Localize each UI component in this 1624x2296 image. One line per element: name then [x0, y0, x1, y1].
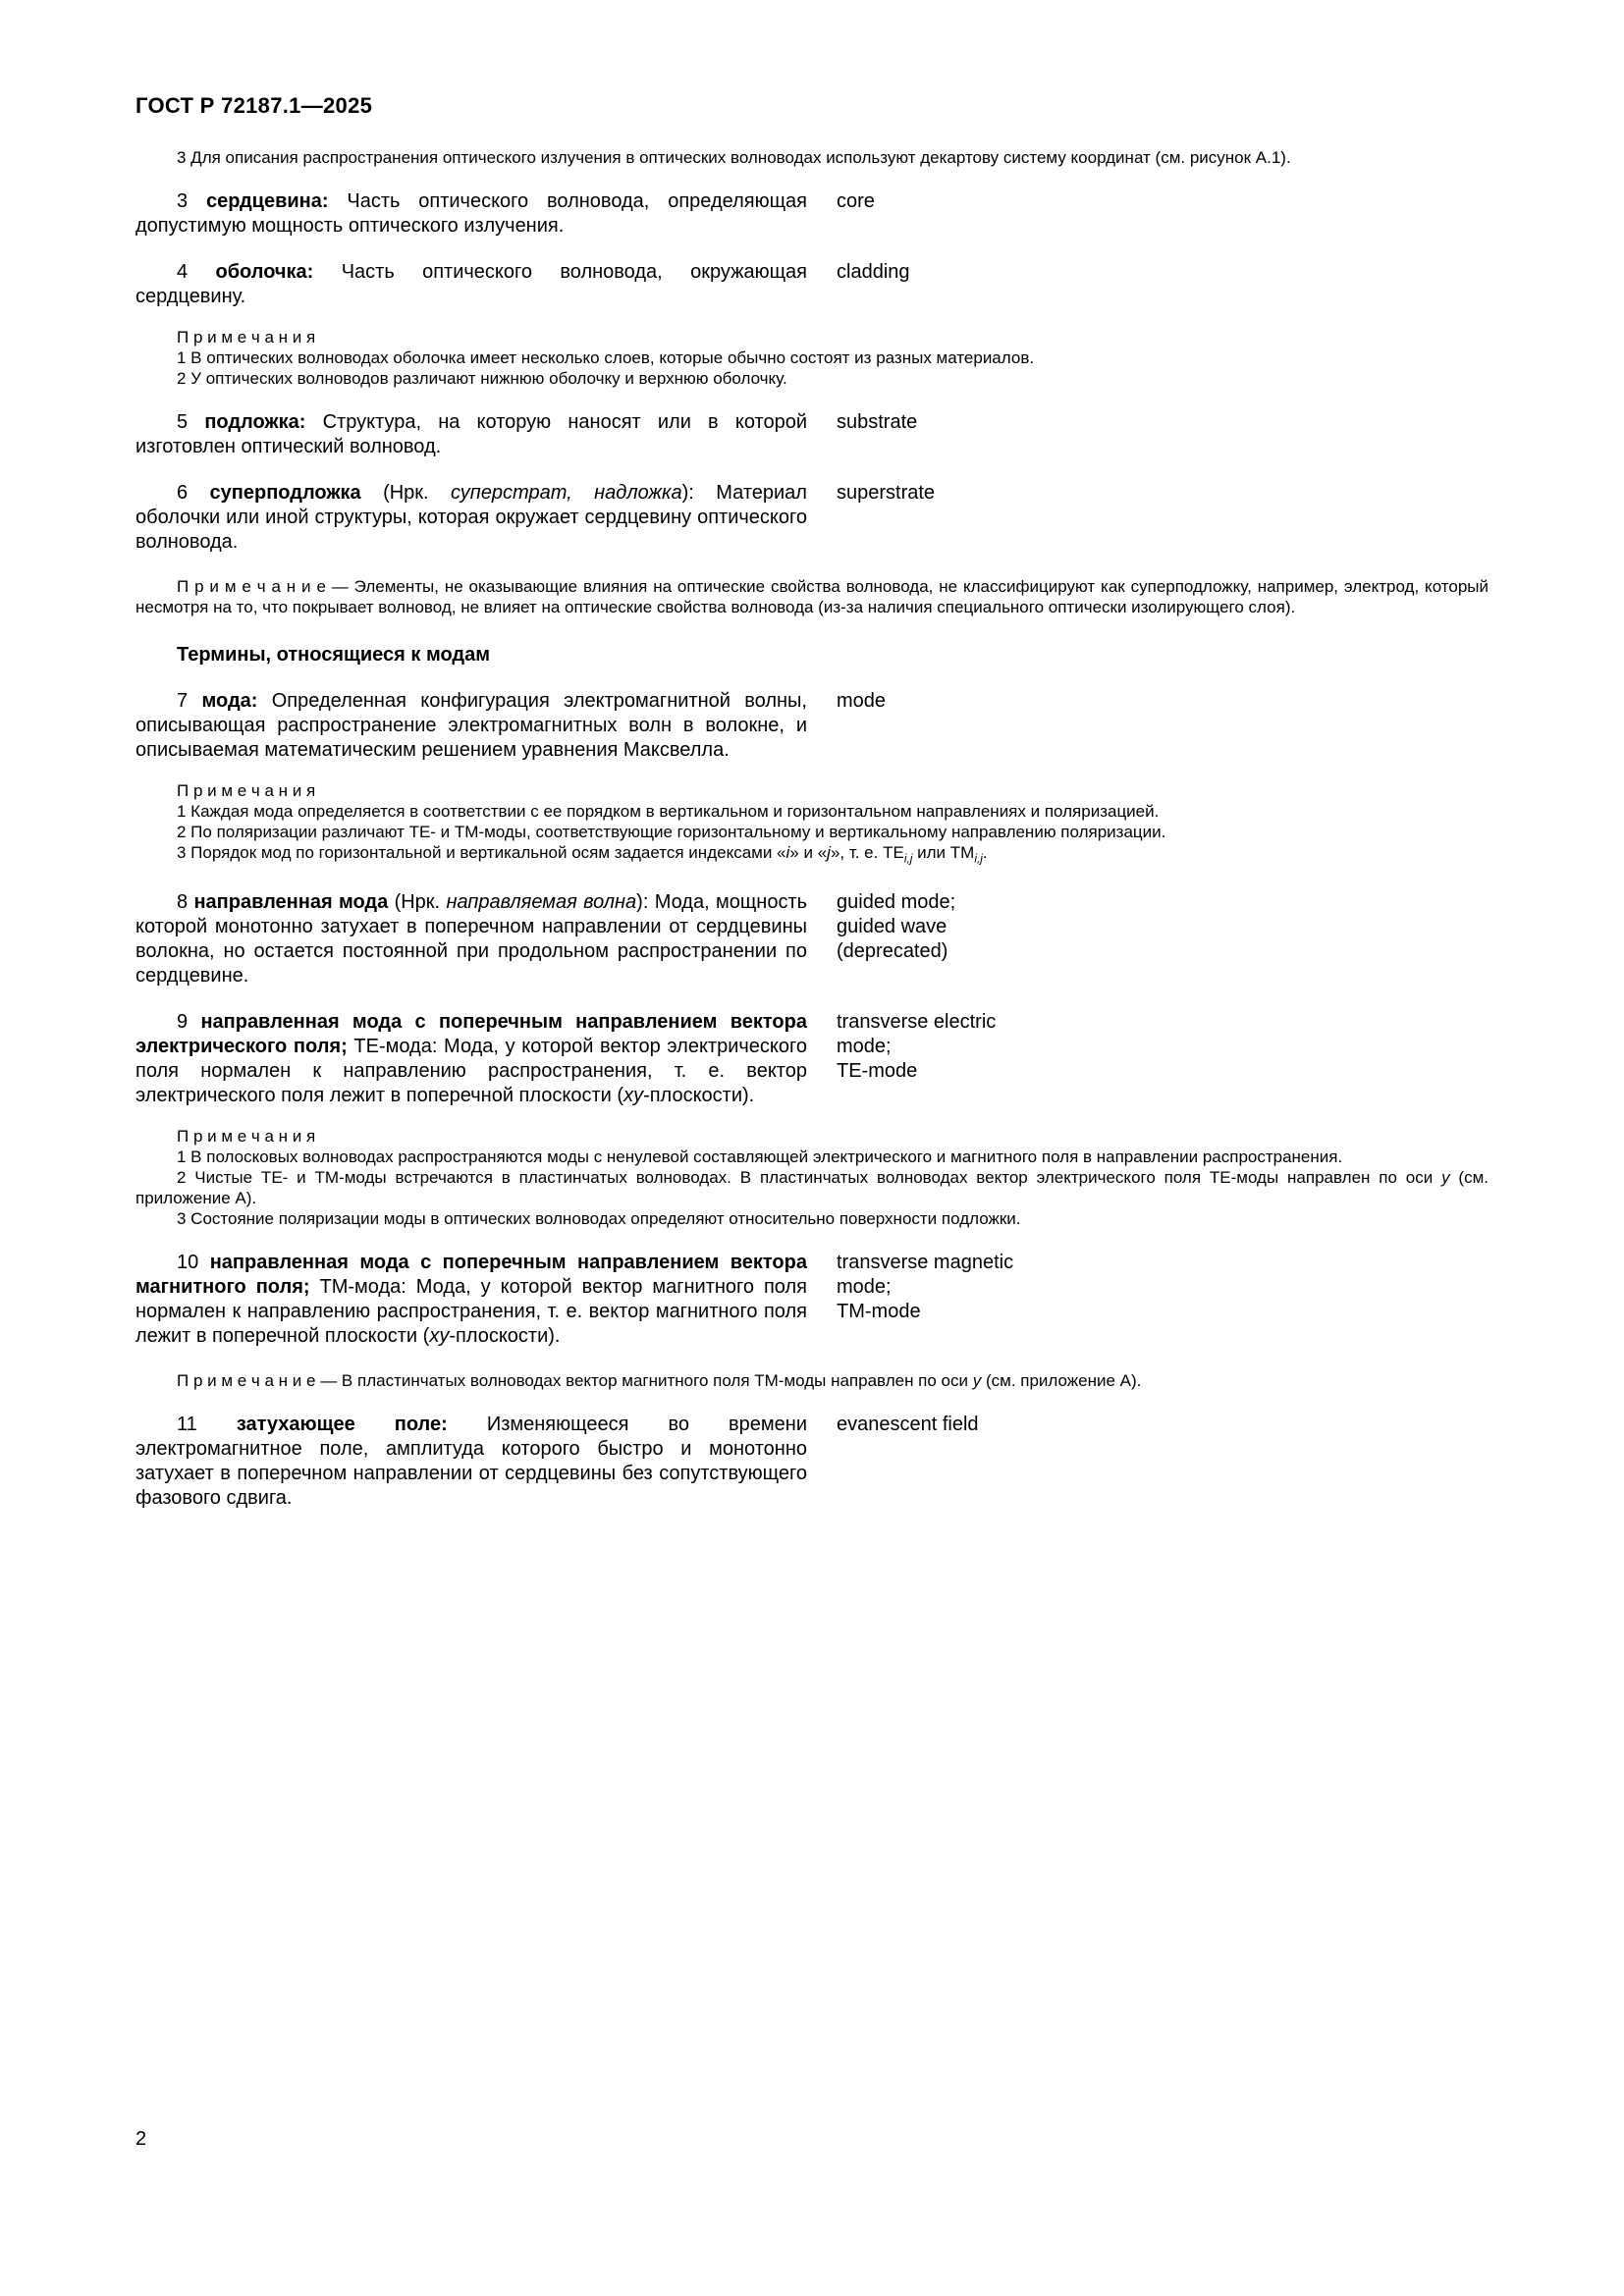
text-segment: », т. е. TE [830, 843, 904, 862]
term-equivalent-english [837, 689, 1229, 714]
text-segment: 2 У оптических волноводов различают нижнюю оболочку и верхнюю оболочку. [177, 369, 787, 388]
text-segment: ху [429, 1325, 450, 1348]
term-equivalent-english [837, 1251, 1229, 1324]
text-segment: ху [623, 1085, 644, 1107]
text-segment: 2 По поляризации различают ТЕ- и ТМ-моды, соответствующие горизонтальному и вертикальному направлению поляризации. [177, 823, 1166, 841]
english-term-line: mode; [837, 1276, 892, 1299]
text-segment: 6 [177, 482, 210, 504]
term-text-russian [135, 1413, 807, 1511]
document-content [135, 147, 1489, 1511]
note-item [135, 1208, 1489, 1229]
text-segment: направленная мода с поперечным направлением вектора магнитного поля; [135, 1252, 807, 1299]
english-term-line: evanescent field [837, 1414, 979, 1436]
term-text-russian [135, 481, 807, 555]
term-entry [135, 890, 1489, 988]
text-segment: i,j [974, 851, 983, 866]
english-term-line: guided mode; [837, 891, 956, 914]
text-segment: 8 [177, 891, 194, 914]
term-entry [135, 689, 1489, 763]
note-item [135, 801, 1489, 822]
text-segment: 9 [177, 1011, 201, 1034]
text-segment: направленная мода [193, 891, 395, 914]
term-text-russian [135, 1010, 807, 1108]
document-code-header: ГОСТ Р 72187.1—2025 [135, 93, 373, 118]
text-segment: Изменяющееся во времени электромагнитное поле, амплитуда которого быстро и монотонно затухает в поперечном направлении от сердцевины без сопутствующего фазового сдвига. [135, 1414, 807, 1510]
text-segment: 3 Для описания распространения оптического излучения в оптических волноводах используют декартову систему координат (см. рисунок А.1). [177, 148, 1291, 167]
text-segment: i,j [903, 851, 913, 866]
note-item [135, 842, 1489, 869]
text-segment: 7 [177, 690, 202, 712]
text-segment: (см. приложение А). [135, 1168, 1489, 1208]
term-equivalent-english [837, 260, 1229, 285]
text-segment: 1 В оптических волноводах оболочка имеет несколько слоев, которые обычно состоят из разных материалов. [177, 348, 1035, 367]
text-segment: 10 [177, 1252, 210, 1274]
note-continuation-paragraph [135, 147, 1489, 168]
text-segment: Структура, на которую наносят или в которой изготовлен оптический волновод. [135, 411, 807, 457]
text-segment: ): Мода, мощность которой монотонно затухает в поперечном направлении от сердцевины волокна, но остается постоянной при продольном распространении по сердцевине. [135, 891, 808, 988]
notes-label: П р и м е ч а н и я [177, 328, 316, 347]
term-entry [135, 481, 1489, 555]
text-segment: Определенная конфигурация электромагнитной волны, описывающая распространение электромагнитных волн в волокне, и описываемая математическим решением уравнения Максвелла. [135, 690, 807, 761]
term-text-russian [135, 890, 807, 988]
text-segment: (Нрк. [383, 482, 452, 504]
text-segment: — В пластинчатых волноводах вектор магнитного поля ТМ-моды направлен по оси [315, 1371, 973, 1391]
term-equivalent-english [837, 1010, 1229, 1084]
text-segment: 4 [177, 261, 216, 283]
note-item [135, 1167, 1489, 1208]
text-segment: сердцевина: [205, 190, 348, 212]
note-item [135, 368, 1489, 389]
english-term-line: TM-mode [837, 1301, 921, 1323]
term-equivalent-english [837, 410, 1229, 435]
text-segment: -плоскости). [643, 1085, 755, 1107]
text-segment: мода: [201, 690, 272, 712]
term-entry [135, 1010, 1489, 1108]
term-entry [135, 189, 1489, 239]
term-equivalent-english [837, 189, 1229, 214]
english-term-line: transverse magnetic [837, 1252, 1014, 1274]
term-text-russian [135, 1251, 807, 1349]
text-segment: j [827, 843, 831, 862]
text-segment: i [785, 843, 790, 862]
english-term-line: transverse electric [837, 1011, 997, 1034]
text-segment: Часть оптического волновода, окружающая сердцевину. [135, 261, 807, 307]
note-block [135, 576, 1489, 617]
english-term-line: mode [837, 690, 887, 712]
text-segment: Часть оптического волновода, определяющая допустимую мощность оптического излучения. [135, 190, 808, 237]
english-term-line: core [837, 190, 875, 212]
text-segment: 11 [177, 1414, 237, 1436]
page-number: 2 [135, 2128, 147, 2150]
note-item [135, 576, 1489, 617]
term-entry [135, 1251, 1489, 1349]
text-segment: 3 Состояние поляризации моды в оптических волноводах определяют относительно поверхности подложки. [177, 1209, 1021, 1229]
note-item [135, 347, 1489, 368]
text-segment: ТЕ-мода: Мода, у которой вектор электрического поля нормален к направлению распространения, т. е. вектор электрического поля лежит в поперечной плоскости ( [135, 1036, 807, 1107]
text-segment: y [972, 1371, 982, 1391]
term-equivalent-english [837, 1413, 1229, 1437]
term-text-russian [135, 410, 807, 459]
text-segment: ТМ-мода: Мода, у которой вектор магнитного поля нормален к направлению распространения, т. е. вектор магнитного поля лежит в поперечной плоскости ( [135, 1276, 807, 1348]
note-block [135, 1370, 1489, 1391]
text-segment: суперстрат, надложка [451, 482, 682, 504]
text-segment: 1 В полосковых волноводах распространяются моды с ненулевой составляющей электрического и магнитного поля в направлении распространения. [177, 1148, 1343, 1167]
term-equivalent-english [837, 481, 1229, 506]
text-segment: подложка: [204, 411, 323, 433]
text-segment: оболочка: [215, 261, 342, 283]
text-segment: П р и м е ч а н и е [177, 577, 326, 596]
notes-block [135, 780, 1489, 869]
term-equivalent-english [837, 890, 1229, 964]
text-segment: -плоскости). [449, 1325, 561, 1348]
term-entry [135, 1413, 1489, 1511]
text-segment: 2 Чистые ТЕ- и ТМ-моды встречаются в пластинчатых волноводах. В пластинчатых волноводах вектор электрического поля ТЕ-моды направлен по оси [177, 1168, 1442, 1188]
notes-label: П р и м е ч а н и я [177, 781, 316, 800]
english-term-line: TE-mode [837, 1060, 918, 1083]
term-entry [135, 260, 1489, 309]
notes-block [135, 1126, 1489, 1229]
term-text-russian [135, 189, 807, 239]
english-term-line: guided wave [837, 916, 947, 938]
text-segment: y [1441, 1168, 1450, 1188]
english-term-line: mode; [837, 1036, 892, 1058]
text-segment: 3 [177, 190, 206, 212]
note-item [135, 822, 1489, 842]
english-term-line: substrate [837, 411, 918, 433]
text-segment: или TM [912, 843, 975, 862]
text-segment: » и « [789, 843, 828, 862]
notes-block [135, 327, 1489, 389]
term-entry [135, 410, 1489, 459]
section-heading: Термины, относящиеся к модам [177, 644, 491, 666]
text-segment: П р и м е ч а н и е [177, 1371, 316, 1391]
text-segment: суперподложка [209, 482, 384, 504]
note-item [135, 1147, 1489, 1167]
text-segment: затухающее поле: [236, 1414, 487, 1436]
text-segment: ): Материал оболочки или иной структуры, которая окружает сердцевину оптического волновода. [135, 482, 807, 553]
text-segment: . [982, 843, 988, 862]
english-term-line: cladding [837, 261, 910, 283]
term-text-russian [135, 260, 807, 309]
text-segment: (см. приложение А). [981, 1371, 1142, 1391]
text-segment: (Нрк. [394, 891, 447, 914]
text-segment: направляемая волна [446, 891, 637, 914]
text-segment: 3 Порядок мод по горизонтальной и вертикальной осям задается индексами « [177, 843, 786, 862]
notes-label: П р и м е ч а н и я [177, 1127, 316, 1147]
text-segment: 5 [177, 411, 205, 433]
note-item [135, 1370, 1489, 1391]
term-text-russian [135, 689, 807, 763]
text-segment: — Элементы, не оказывающие влияния на оптические свойства волновода, не классифицируют как суперподложку, например, электрод, который несмотря на то, что покрывает волновод, не влияет на оптические свойства волновода (из-за наличия специального оптически изолирующего слоя). [135, 577, 1489, 616]
text-segment: 1 Каждая мода определяется в соответствии с ее порядком в вертикальном и горизонтальном направлениях и поляризацией. [177, 802, 1160, 821]
text-segment: направленная мода с поперечным направлением вектора электрического поля; [135, 1011, 807, 1058]
english-term-line: (deprecated) [837, 940, 948, 963]
english-term-line: superstrate [837, 482, 936, 504]
